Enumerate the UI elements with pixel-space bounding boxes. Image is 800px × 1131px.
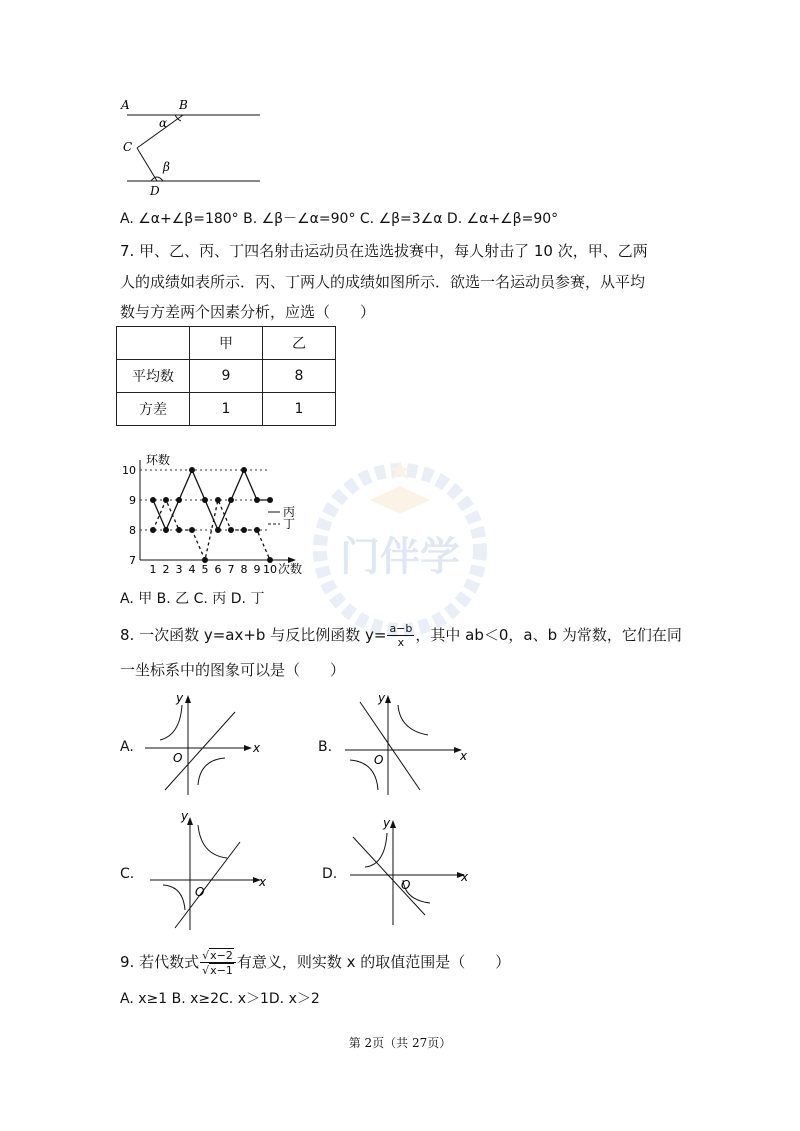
- table-cell: 1: [263, 393, 336, 426]
- data-point: [202, 497, 208, 503]
- label-beta: β: [163, 160, 170, 174]
- axis-y: y: [378, 691, 386, 705]
- table-row: [117, 327, 336, 360]
- q7-chart: [118, 450, 318, 580]
- legend-label: 丙: [283, 505, 296, 519]
- axis-x: x: [461, 870, 469, 884]
- data-point: [267, 557, 273, 563]
- x-tick-label: 4: [188, 563, 196, 576]
- axis-x: x: [460, 749, 468, 763]
- table-cell: 平均数: [117, 360, 190, 393]
- label-B: B: [179, 98, 188, 112]
- axis-x: x: [259, 875, 267, 889]
- axis-y: y: [181, 810, 189, 823]
- q9-line1: [120, 948, 510, 977]
- fraction-denominator: x: [397, 636, 405, 649]
- data-point: [254, 497, 260, 503]
- y-tick-label: 8: [129, 524, 136, 537]
- x-tick-label: 6: [214, 563, 222, 576]
- table-cell: 乙: [263, 327, 336, 360]
- data-point: [267, 497, 273, 503]
- x-tick-label: 1: [149, 563, 157, 576]
- table-row: [117, 393, 336, 426]
- q9-options: A. x≥1 B. x≥2C. x＞1D. x＞2: [120, 991, 320, 1007]
- q6-figure: [115, 95, 265, 200]
- origin: O: [195, 885, 205, 899]
- axis-y: y: [176, 691, 184, 705]
- q6-options: A. ∠α+∠β=180° B. ∠β－∠α=90° C. ∠β=3∠α D. ∠α+∠β=90°: [120, 211, 559, 227]
- x-tick-label: 3: [175, 563, 183, 576]
- table-row: [117, 360, 336, 393]
- data-point: [176, 497, 182, 503]
- data-point: [163, 497, 169, 503]
- table-cell: [117, 327, 190, 360]
- graph-C: [145, 810, 275, 935]
- score-table: [116, 326, 336, 426]
- axis-x: x: [253, 741, 261, 755]
- legend-label: 丁: [283, 517, 296, 531]
- x-tick-label: 10: [263, 563, 277, 576]
- y-tick-label: 9: [129, 494, 136, 507]
- q7-line2: 人的成绩如表所示．丙、丁两人的成绩如图所示．欲选一名运动员参赛，从平均: [120, 273, 646, 291]
- y-tick-label: 7: [129, 554, 136, 567]
- graph-label-A: A.: [120, 739, 134, 755]
- data-point: [228, 497, 234, 503]
- data-point: [228, 527, 234, 533]
- origin: O: [374, 753, 384, 767]
- q8-suffix: ，其中 ab＜0，a、b 为常数，它们在同: [415, 626, 682, 644]
- x-tick-label: 5: [201, 563, 209, 576]
- data-point: [215, 497, 221, 503]
- origin: O: [173, 751, 183, 765]
- x-tick-label: 9: [253, 563, 261, 576]
- data-point: [163, 527, 169, 533]
- graph-D: [345, 815, 475, 930]
- q7-line1: 7. 甲、乙、丙、丁四名射击运动员在选选拔赛中，每人射击了 10 次，甲、乙两: [120, 242, 648, 260]
- data-point: [189, 527, 195, 533]
- fraction-numerator: a−b: [389, 622, 413, 635]
- data-point: [150, 527, 156, 533]
- x-tick-label: 8: [240, 563, 248, 576]
- x-tick-label: 7: [227, 563, 235, 576]
- x-axis-label: 次数: [278, 562, 303, 576]
- data-point: [241, 467, 247, 473]
- table-cell: 9: [190, 360, 263, 393]
- table-cell: 甲: [190, 327, 263, 360]
- label-alpha: α: [159, 116, 168, 130]
- data-point: [215, 527, 221, 533]
- table-cell: 方差: [117, 393, 190, 426]
- q9-prefix: 9. 若代数式: [120, 953, 200, 971]
- data-point: [189, 467, 195, 473]
- label-D: D: [150, 184, 160, 198]
- origin: O: [401, 878, 411, 892]
- graph-label-C: C.: [120, 866, 135, 882]
- q9-fraction: [200, 948, 236, 977]
- fraction-numerator: √x−2: [200, 948, 236, 963]
- data-point: [150, 497, 156, 503]
- q7-line3: 数与方差两个因素分析，应选（ ）: [120, 303, 376, 321]
- graph-label-D: D.: [322, 866, 338, 882]
- graph-B: [340, 690, 470, 800]
- watermark-text: 门伴学: [340, 534, 460, 580]
- table-cell: 8: [263, 360, 336, 393]
- q8-line1: [120, 622, 682, 649]
- q8-prefix: 8. 一次函数 y=ax+b 与反比例函数 y=: [120, 626, 387, 644]
- q7-options: A. 甲 B. 乙 C. 丙 D. 丁: [120, 591, 265, 607]
- y-tick-label: 10: [122, 464, 136, 477]
- label-C: C: [123, 140, 133, 154]
- table-cell: 1: [190, 393, 263, 426]
- fraction-denominator: √x−1: [202, 964, 233, 977]
- data-point: [254, 527, 260, 533]
- y-axis-label: 环数: [146, 453, 171, 467]
- q8-fraction: [387, 622, 414, 649]
- graph-label-B: B.: [318, 739, 333, 755]
- sqrt-radicand: x−1: [210, 964, 233, 977]
- page-footer: 第 2页（共 27页）: [348, 1036, 452, 1050]
- graph-A: [140, 690, 270, 800]
- q8-line2: 一坐标系中的图象可以是（ ）: [120, 661, 346, 679]
- sqrt-radicand: x−2: [210, 949, 233, 962]
- data-point: [202, 557, 208, 563]
- x-tick-label: 2: [162, 563, 170, 576]
- axis-y: y: [383, 816, 391, 830]
- label-A: A: [121, 98, 130, 112]
- data-point: [241, 527, 247, 533]
- data-point: [176, 527, 182, 533]
- q9-suffix: 有意义，则实数 x 的取值范围是（ ）: [236, 953, 511, 971]
